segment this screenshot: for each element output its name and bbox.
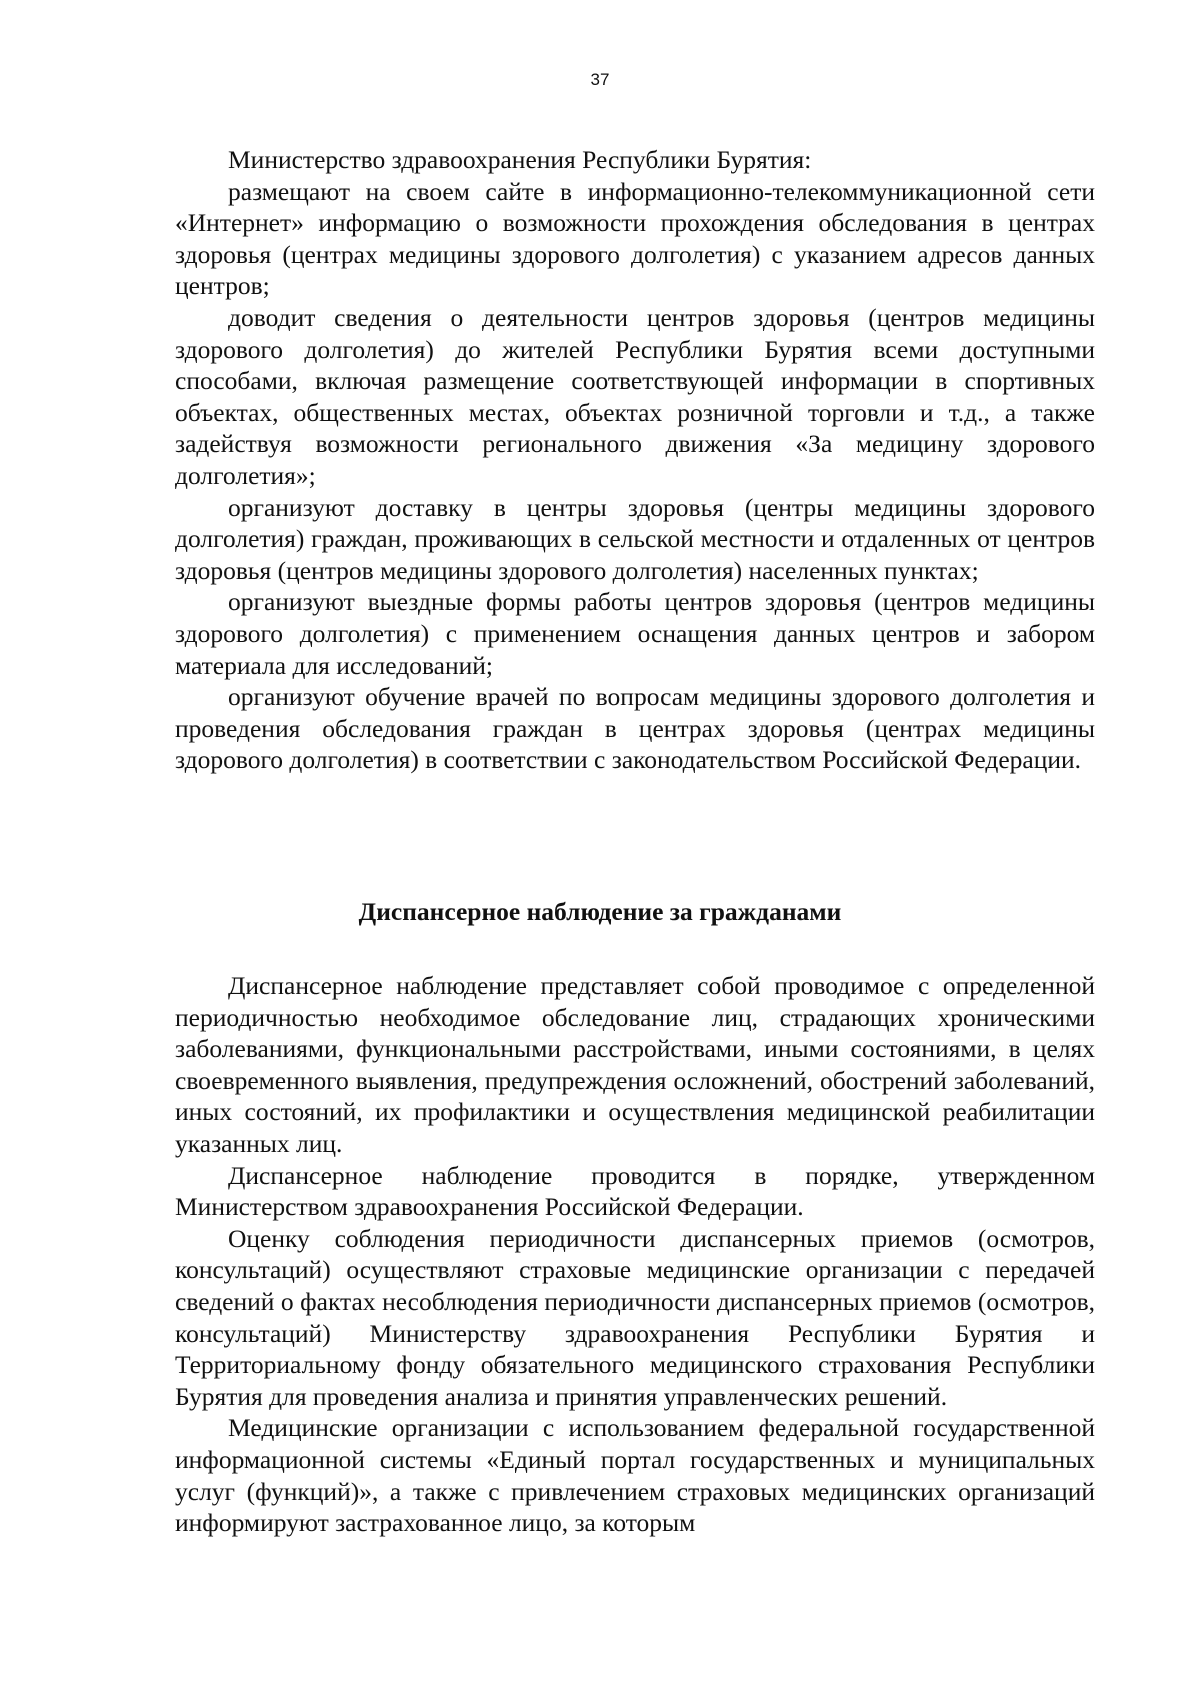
section-lead: Министерство здравоохранения Республики Бурятия: (228, 145, 812, 174)
paragraph: организуют выездные формы работы центров здоровья (центров медицины здорового долголетия) с применением оснащения данных центров и забором материала для исследований; (175, 587, 1095, 680)
paragraph: Диспансерное наблюдение проводится в порядке, утвержденном Министерством здравоохранения Российской Федерации. (175, 1160, 1095, 1222)
section-heading: Диспансерное наблюдение за гражданами (358, 897, 842, 926)
page-number: 37 (590, 70, 610, 89)
paragraph: организуют обучение врачей по вопросам медицины здорового долголетия и проведения обследования граждан в центрах здоровья (центрах медицины здорового долголетия) в соответствии с законодательством Российской Федерации. (175, 682, 1095, 775)
paragraph: размещают на своем сайте в информационно-телекоммуникационной сети «Интернет» информацию о возможности прохождения обследования в центрах здоровья (центрах медицины здорового долголетия) с указанием адресов данных центров; (175, 176, 1095, 301)
paragraph: организуют доставку в центры здоровья (центры медицины здорового долголетия) граждан, проживающих в сельской местности и отдаленных от центров здоровья (центров медицины здорового долголетия) населенных пунктах; (175, 492, 1095, 585)
dispensary-section (175, 970, 1095, 1539)
paragraph: Медицинские организации с использованием федеральной государственной информационной системы «Единый портал государственных и муниципальных услуг (функций)», а также с привлечением страховых медицинских организаций информируют застрахованное лицо, за которым (175, 1413, 1095, 1538)
paragraph: Оценку соблюдения периодичности диспансерных приемов (осмотров, консультаций) осуществляют страховые медицинские организации с передачей сведений о фактах несоблюдения периодичности диспансерных приемов (осмотров, консультаций) Министерству здравоохранения Республики Бурятия и Территориальному фонду обязательного медицинского страхования Республики Бурятия для проведения анализа и принятия управленческих решений. (175, 1223, 1095, 1411)
paragraph: Диспансерное наблюдение представляет собой проводимое с определенной периодичностью необходимое обследование лиц, страдающих хроническими заболеваниями, функциональными расстройствами, иными состояниями, в целях своевременного выявления, предупреждения осложнений, обострений заболеваний, иных состояний, их профилактики и осуществления медицинской реабилитации указанных лиц. (175, 971, 1095, 1158)
ministry-duties-section (175, 144, 1095, 776)
paragraph: доводит сведения о деятельности центров здоровья (центров медицины здорового долголетия) до жителей Республики Бурятия всеми доступными способами, включая размещение соответствующей информации в спортивных объектах, общественных местах, объектах розничной торговли и т.д., а также задействуя возможности регионального движения «За медицину здорового долголетия»; (175, 302, 1095, 490)
